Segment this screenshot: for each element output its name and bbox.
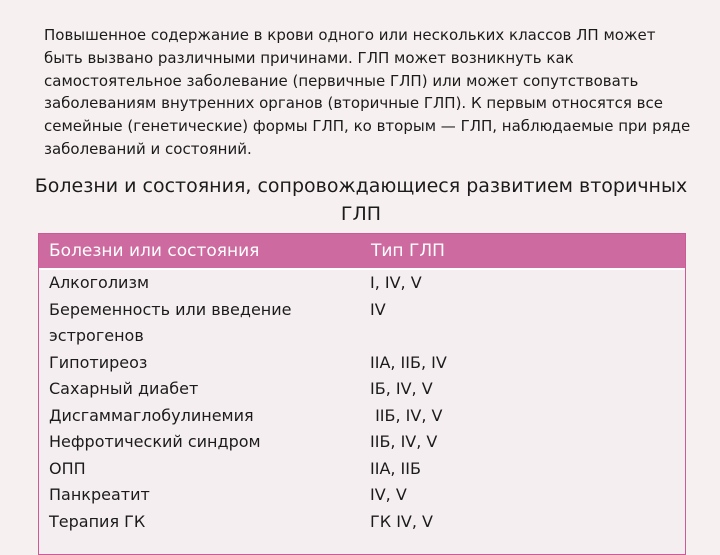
- table-title: Болезни и состояния, сопровождающиеся развитием вторичных ГЛП: [34, 175, 688, 225]
- table-row: [39, 509, 685, 536]
- table-row: [39, 456, 685, 483]
- condition-cell: Беременность или введение эстрогенов: [49, 299, 292, 345]
- glp-type-cell: IIБ, IV, V: [370, 432, 438, 451]
- table-row: [39, 350, 685, 377]
- glp-type-cell: IV, V: [370, 485, 407, 504]
- table-row: [39, 376, 685, 403]
- glp-type-cell: I, IV, V: [370, 273, 422, 292]
- table-body: [39, 270, 685, 535]
- condition-cell: Терапия ГК: [49, 511, 146, 531]
- condition-cell: Гипотиреоз: [49, 352, 148, 372]
- glp-type-cell: IБ, IV, V: [370, 379, 433, 398]
- table-header: [39, 234, 685, 270]
- glp-table: [38, 233, 686, 555]
- glp-type-cell: IIA, IIБ, IV: [370, 352, 447, 372]
- intro-paragraph: Повышенное содержание в крови одного или нескольких классов ЛП может быть вызвано различными причинами. ГЛП может возникнуть как самостоятельное заболевание (первичные ГЛП) или может сопутствовать заболеваниям внутренних органов (вторичные ГЛП). К первым относятся все семейные (генетические) формы ГЛП, ко вторым — ГЛП, наблюдаемые при ряде заболеваний и состояний.: [44, 26, 691, 158]
- condition-cell: Алкоголизм: [49, 273, 150, 292]
- glp-type-cell: IIБ, IV, V: [370, 405, 443, 425]
- header-conditions: Болезни или состояния: [49, 241, 260, 261]
- condition-cell: Нефротический синдром: [49, 432, 261, 451]
- condition-cell: ОПП: [49, 458, 86, 478]
- glp-type-cell: ГК IV, V: [370, 511, 433, 531]
- glp-type-cell: IIА, IIБ: [370, 458, 421, 478]
- glp-type-cell: IV: [370, 299, 386, 319]
- header-glp-type: Тип ГЛП: [371, 241, 445, 261]
- condition-cell: Сахарный диабет: [49, 379, 199, 398]
- table-row: [39, 429, 685, 456]
- condition-cell: Панкреатит: [49, 485, 150, 504]
- table-row: [39, 297, 685, 350]
- table-row: [39, 403, 685, 430]
- table-row: [39, 482, 685, 509]
- table-row: [39, 270, 685, 297]
- condition-cell: Дисгаммаглобулинемия: [49, 405, 254, 425]
